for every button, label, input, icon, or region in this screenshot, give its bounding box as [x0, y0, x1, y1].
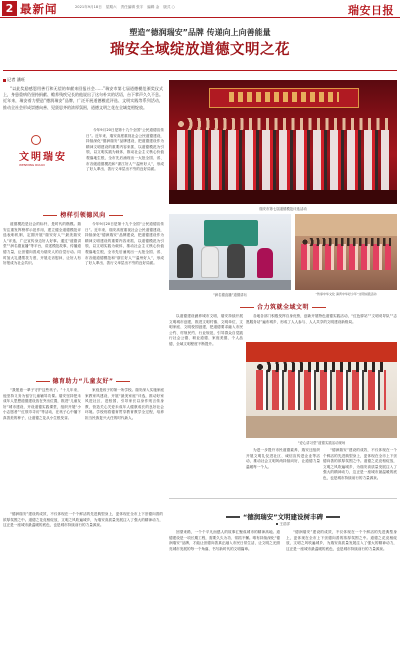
issue-meta [75, 5, 179, 10]
article-column-3: 今年9月20日是第十九个全国“公民道德宣传日”。近年来，瑞安高度重视社会公民道德建设，持续深化“德润瑞安”品牌建设，把道德建设作为精神文明建设的重要内容来抓，以道德模范为引领，以文明实践为载体，推动社会主义核心价值观落地生根，全市先后涌现出一大批全国、省、市各级道德模范和“浙江好人”“温州好人”，形成了好人辈出、善行义举层出不穷的良好局面。 [85, 222, 164, 266]
issue-editor: 责任编辑 张宇 [120, 5, 144, 9]
award-ceremony-photo [169, 80, 397, 204]
article-column-6: “我愿意一辈子守护这些孩子。”十几年来，他坚持义务为留守儿童辅导功课。瑞安坚持把未成年人思想道德建设放在突出位置，推进“儿童友好”城市建设，开设道德实践课堂，组织开展“小小志愿者”“红领巾寻访”等活动，在孩子心中播下真善美的种子，让道德之花从小生根发芽。 [3, 388, 81, 420]
logo-text: 文明瑞安 [19, 152, 67, 163]
section-heading-brand [169, 302, 397, 311]
article-column-2: 道德模范是社会的标杆，是时代的楷模。瑞安注重发挥榜样示范作用，建立健全道德模范评选表彰机制，定期开展“瑞安好人”“最美瑞安人”评选，广泛宣传身边好人好事。通过“道德讲堂”“润名德直播”等平台，讲述模范故事，传播道德力量，让崇德向善成为瑞安人的自觉行动。同时加大礼遇帮扶力度，开展走访慰问，让好人有好报成为社会共识。 [3, 222, 81, 266]
review-column-2: “德润瑞安”建设的成效，不仅体现在一个个鲜活的先进典型身上，更体现在全市上下崇德向善的浓厚氛围之中。道德之花竞相绽放，文明之风吹遍城乡，为瑞安高质量发展注入了强大的精神动力，这正是一座城市最温暖的底色，也是城市持续前行的力量源泉。 [286, 530, 397, 551]
article-headline: 瑞安全域绽放道德文明之花 [110, 41, 290, 58]
article-column-1: 今年9月20日是第十九个全国“公民道德宣传日”。近年来，瑞安高度重视社会公民道德建设，持续深化“德润瑞安”品牌建设，把道德建设作为精神文明建设的重要内容来抓，以道德模范为引领，以文明实践为载体，推动社会主义核心价值观落地生根，全市先后涌现出一大批全国、省、市各级道德模范和“浙江好人”“温州好人”，形成了好人辈出、善行义举层出不穷的良好局面。 [86, 128, 164, 172]
issue-editor2: 编辑 金 [147, 5, 160, 9]
article-column-8: 为进一步提升市民道德素养，瑞安还组织开展文明礼仪进社区、诚信宣传进企业等活动，推动社会文明风尚持续向好，让道德力量温暖每一个人。 [246, 448, 320, 469]
article-column-7: 家庭是孩子的第一所学校。瑞安深入实施家庭家教家风建设，开展“最美家庭”评选，推动好家风进社区、进校园，引导家长以身作则言传身教，营造关心关爱未成年人健康成长的良好社会环境。学校则将德育贯穿教育教学全过程，培养担当民族复兴大任的时代新人。 [85, 388, 164, 420]
review-rule [169, 498, 397, 499]
caption-photo1: 瑞安市第七届道德模范评选活动 [259, 207, 307, 211]
children-activity-photo [295, 214, 397, 290]
review-author [169, 522, 397, 527]
headline-rule [3, 70, 397, 71]
page-header [0, 0, 400, 18]
issue-weekday: 星期六 [105, 5, 117, 9]
square-bullet-icon [3, 79, 6, 82]
caption-photo4: “爱心讲习堂”道德实践活动现场 [297, 441, 346, 445]
review-column-1: 回望来路，一个个平凡而感人的故事汇聚成城市的精神高地。道德建设是一项长期工程，需要久久为功、常抓不懈。唯有持续深化“德润瑞安”品牌，才能让崇德向善真正融入市民日常生活，让文明之光照亮城市发展的每一个角落，书写新时代的文明篇章。 [169, 530, 280, 551]
section-title: 最新闻 [20, 2, 58, 16]
volunteer-activity-photo [246, 342, 397, 438]
section-heading-youth-text: 德育助力“儿童友好” [52, 378, 114, 385]
article-column-9: “德润瑞安”建设的成效，不仅体现在一个个鲜活的先进典型身上，更体现在全市上下崇德向善的浓厚氛围之中。道德之花竞相绽放，文明之风吹遍城乡，为瑞安高质量发展注入了强大的精神动力，这正是一座城市最温暖的底色，也是城市持续前行的力量源泉。 [3, 512, 163, 528]
issue-date: 2021年9月18日 [75, 5, 102, 9]
section-heading-model-text: 榜样引领德风向 [60, 212, 106, 219]
section-heading-youth [3, 376, 163, 385]
logo-subtext: WENMING RUIAN [19, 163, 45, 167]
section-heading-model [3, 210, 163, 219]
lead-paragraph: “以此奖励感恩用善行和无偿的奉献来回报社会……”瑞安市第七届道德模范颁奖仪式上，身患重病仍坚持捐献、赡养残疾兄长的他说出了这句朴实的话语，台下掌声久久不息。近年来，瑞安着力塑造“德润瑞安”品牌，广泛开展道德模范评选、文明实践等系列活动，推动全社会形成崇德向善、见贤思齐的浓厚氛围，道德文明之花在全域竞相绽放。 [3, 86, 163, 110]
wenming-ruian-logo [17, 133, 82, 175]
review-author-text: 王浩洋 [279, 522, 291, 526]
byline [3, 77, 25, 83]
square-bullet-icon [276, 523, 279, 526]
review-title-text: “德润瑞安”文明建设树丰碑 [242, 513, 324, 521]
byline-text: 记者 潘旺 [7, 77, 26, 82]
caption-photo2: “润名德直播”道德讲坛 [212, 293, 248, 297]
issue-layout: 版式 ○ [163, 5, 175, 9]
seal-icon [31, 135, 41, 145]
section-heading-brand-text: 合力筑就全域文明 [256, 304, 309, 311]
article-column-9a: “德润瑞安”建设的成效，不仅体现在一个个鲜活的先进典型身上，更体现在全市上下崇德向善的浓厚氛围之中。道德之花竞相绽放，文明之风吹遍城乡，为瑞安高质量发展注入了强大的精神动力，这正是一座城市最温暖的底色，也是城市持续前行的力量源泉。 [323, 448, 397, 480]
article-column-5: 各地各部门积极发挥自身优势，创新开展特色道德实践活动，“红色驿站”“文明劝导队”“志愿服务站”遍布城乡，形成了人人参与、人人共享的文明建设新格局。 [246, 314, 397, 324]
article-column-4: 以道德建设涵养城市文明，瑞安持续开展文明城市创建，推进文明村镇、文明单位、文明家庭、文明校园创建，把道德要求融入市民公约、村规民约、行业规范，引导群众自觉践行社会公德、职业道德、家庭美德、个人品德，全域文明程度不断提升。 [169, 314, 243, 346]
page-number: 2 [2, 1, 17, 16]
newspaper-brand: 瑞安日报 [348, 4, 394, 17]
review-title [169, 512, 397, 521]
livestream-photo [169, 214, 291, 290]
caption-photo3: “传承中华文化 润育中华好少年”文明实践活动 [315, 292, 377, 296]
article-kicker: 塑造“德润瑞安”品牌 传递向上向善能量 [129, 28, 271, 37]
